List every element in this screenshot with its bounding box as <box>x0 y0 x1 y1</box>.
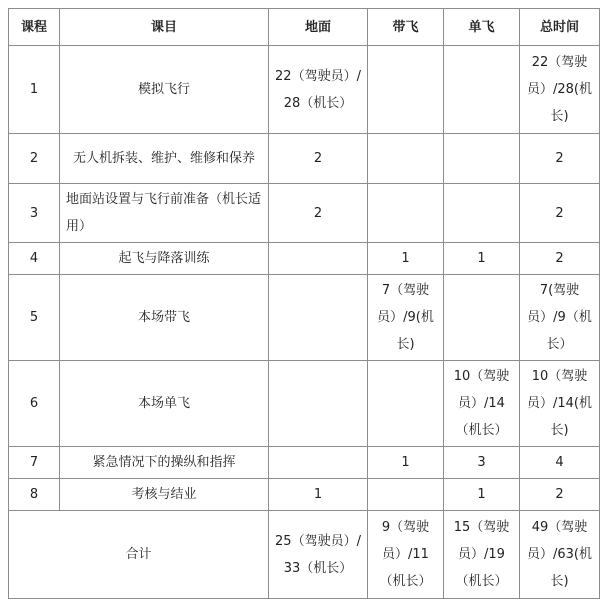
total-cell: 2 <box>520 184 600 243</box>
ground-cell: 22（驾驶员）/28（机长） <box>269 46 368 134</box>
course-cell: 8 <box>9 479 60 511</box>
table-row <box>9 447 600 479</box>
dual-cell: 7（驾驶员）/9(机长) <box>368 275 444 361</box>
total-row <box>9 511 600 599</box>
solo-cell <box>444 134 520 184</box>
course-cell: 4 <box>9 243 60 275</box>
solo-cell: 1 <box>444 479 520 511</box>
header-course: 课程 <box>9 9 60 46</box>
dual-cell <box>368 479 444 511</box>
dual-cell <box>368 361 444 447</box>
subject-cell: 考核与结业 <box>60 479 269 511</box>
subject-cell: 模拟飞行 <box>60 46 269 134</box>
ground-cell: 2 <box>269 134 368 184</box>
header-dual: 带飞 <box>368 9 444 46</box>
solo-cell: 1 <box>444 243 520 275</box>
table-row <box>9 479 600 511</box>
table-row <box>9 243 600 275</box>
total-cell: 4 <box>520 447 600 479</box>
ground-cell: 2 <box>269 184 368 243</box>
ground-cell <box>269 361 368 447</box>
ground-total-cell: 25（驾驶员）/33（机长） <box>269 511 368 599</box>
dual-cell <box>368 184 444 243</box>
course-cell: 7 <box>9 447 60 479</box>
dual-cell: 1 <box>368 447 444 479</box>
dual-cell <box>368 134 444 184</box>
dual-total-cell: 9（驾驶员）/11（机长） <box>368 511 444 599</box>
header-subject: 课目 <box>60 9 269 46</box>
solo-cell: 3 <box>444 447 520 479</box>
course-cell: 5 <box>9 275 60 361</box>
dual-cell <box>368 46 444 134</box>
table-row <box>9 46 600 134</box>
subject-cell: 地面站设置与飞行前准备（机长适用） <box>60 184 269 243</box>
subject-cell: 本场单飞 <box>60 361 269 447</box>
header-row <box>9 9 600 46</box>
subject-cell: 紧急情况下的操纵和指挥 <box>60 447 269 479</box>
total-cell: 22（驾驶员）/28(机长) <box>520 46 600 134</box>
total-cell: 10（驾驶员）/14(机长) <box>520 361 600 447</box>
solo-cell <box>444 184 520 243</box>
total-label: 合计 <box>9 511 269 599</box>
ground-cell <box>269 447 368 479</box>
total-cell: 2 <box>520 243 600 275</box>
subject-cell: 本场带飞 <box>60 275 269 361</box>
table-row <box>9 134 600 184</box>
dual-cell: 1 <box>368 243 444 275</box>
solo-cell: 10（驾驶员）/14（机长） <box>444 361 520 447</box>
solo-total-cell: 15（驾驶员）/19（机长） <box>444 511 520 599</box>
table-wrapper <box>8 8 600 599</box>
training-hours-table <box>8 8 600 599</box>
total-cell: 7(驾驶员）/9（机长） <box>520 275 600 361</box>
ground-cell <box>269 243 368 275</box>
total-cell: 2 <box>520 479 600 511</box>
ground-cell: 1 <box>269 479 368 511</box>
header-solo: 单飞 <box>444 9 520 46</box>
subject-cell: 无人机拆装、维护、维修和保养 <box>60 134 269 184</box>
table-row <box>9 184 600 243</box>
ground-cell <box>269 275 368 361</box>
header-ground: 地面 <box>269 9 368 46</box>
table-row <box>9 361 600 447</box>
solo-cell <box>444 275 520 361</box>
grand-total-cell: 49（驾驶员）/63(机长) <box>520 511 600 599</box>
table-row <box>9 275 600 361</box>
course-cell: 6 <box>9 361 60 447</box>
subject-cell: 起飞与降落训练 <box>60 243 269 275</box>
course-cell: 1 <box>9 46 60 134</box>
course-cell: 3 <box>9 184 60 243</box>
total-cell: 2 <box>520 134 600 184</box>
course-cell: 2 <box>9 134 60 184</box>
header-total: 总时间 <box>520 9 600 46</box>
solo-cell <box>444 46 520 134</box>
